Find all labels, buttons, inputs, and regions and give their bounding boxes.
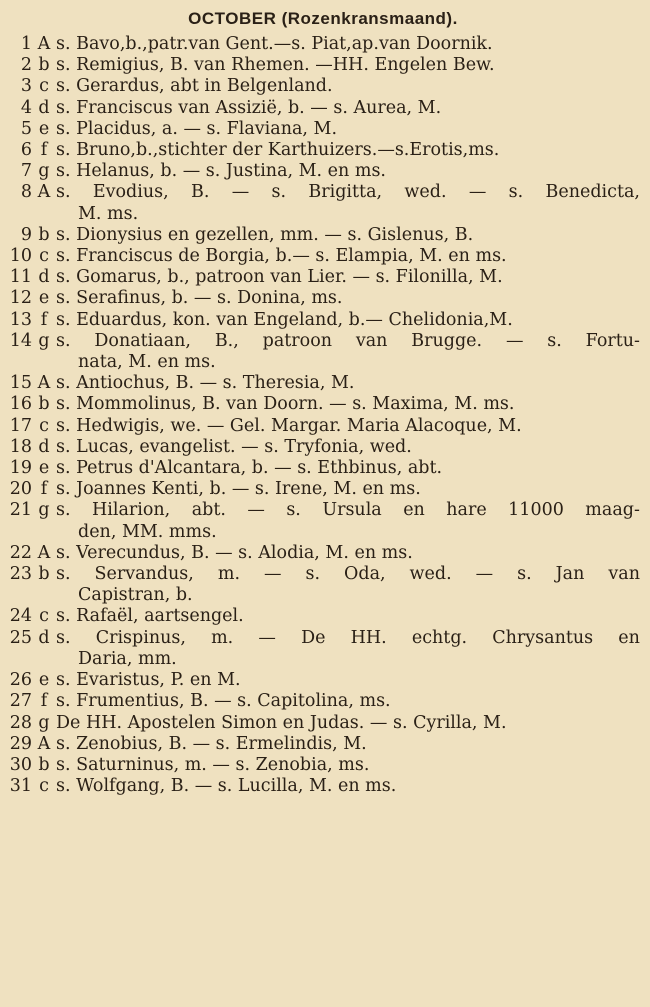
feast-line: den, MM. mms. (78, 521, 217, 542)
day-number: 3 (20, 76, 32, 97)
day-number: 26 (9, 670, 32, 691)
feast-text (56, 310, 640, 331)
feast-line: s. Wolfgang, B. — s. Lucilla, M. en ms. (56, 776, 397, 797)
day-number: 17 (9, 415, 32, 436)
feast-line: s. Hilarion, abt. — s. Ursula en hare 11000 maag- (56, 500, 640, 521)
feast-line: s. Evaristus, P. en M. (56, 670, 241, 691)
dominical-letter: c (39, 776, 49, 797)
day-number: 1 (20, 34, 32, 54)
list-item (6, 500, 640, 542)
day-number: 10 (9, 246, 32, 267)
day-number: 28 (9, 712, 32, 733)
feast-text (56, 606, 640, 627)
feast-line: s. Dionysius en gezellen, mm. — s. Gislenus, B. (56, 224, 474, 245)
list-item (6, 55, 640, 76)
list-item (6, 76, 640, 97)
list-item (6, 564, 640, 606)
feast-line: s. Gerardus, abt in Belgenland. (56, 76, 333, 97)
list-item (6, 543, 640, 564)
feast-text (56, 776, 640, 797)
feast-line: nata, M. en ms. (78, 352, 216, 373)
dominical-letter: A (37, 733, 51, 754)
feast-line: s. Gomarus, b., patroon van Lier. — s. Filonilla, M. (56, 267, 503, 288)
feast-text (56, 734, 640, 755)
feast-text (56, 670, 640, 691)
list-item (6, 394, 640, 415)
dominical-letter: b (38, 564, 50, 585)
feast-line: s. Franciscus de Borgia, b.— s. Elampia, M. en ms. (56, 246, 507, 267)
feast-line: s. Saturninus, m. — s. Zenobia, ms. (56, 754, 370, 775)
list-item (6, 182, 640, 224)
feast-text (56, 34, 640, 55)
list-item (6, 606, 640, 627)
dominical-letter: A (37, 34, 51, 54)
list-item (6, 734, 640, 755)
feast-text (56, 543, 640, 564)
feast-text (56, 225, 640, 246)
feast-line: s. Donatiaan, B., patroon van Brugge. — s. Fortu- (56, 330, 640, 351)
feast-line: s. Eduardus, kon. van Engeland, b.— Chelidonia,M. (56, 309, 513, 330)
feast-text (56, 755, 640, 776)
feast-text (56, 246, 640, 267)
feast-line: s. Servandus, m. — s. Oda, wed. — s. Jan van (56, 564, 640, 585)
feast-text (56, 691, 640, 712)
feast-text (56, 119, 640, 140)
dominical-letter: d (38, 436, 50, 457)
day-number: 18 (9, 436, 32, 457)
dominical-letter: A (37, 373, 51, 394)
dominical-letter: e (38, 118, 50, 139)
dominical-letter: e (38, 458, 50, 479)
day-number: 25 (9, 627, 32, 648)
dominical-letter: g (38, 330, 50, 351)
dominical-letter: g (38, 712, 50, 733)
day-number: 5 (20, 118, 32, 139)
feast-text (56, 394, 640, 415)
feast-text (56, 373, 640, 394)
feast-line: De HH. Apostelen Simon en Judas. — s. Cyrilla, M. (56, 712, 507, 733)
feast-line: s. Zenobius, B. — s. Ermelindis, M. (56, 733, 367, 754)
dominical-letter: b (38, 394, 50, 415)
feast-line: Daria, mm. (78, 648, 177, 669)
feast-line: s. Frumentius, B. — s. Capitolina, ms. (56, 691, 391, 712)
dominical-letter: b (38, 55, 50, 76)
day-number: 4 (20, 97, 32, 118)
day-number: 12 (9, 288, 32, 309)
feast-line: s. Bavo,b.,patr.van Gent.—s. Piat,ap.van Doornik. (56, 34, 493, 54)
feast-line: s. Evodius, B. — s. Brigitta, wed. — s. Benedicta, (56, 182, 640, 203)
feast-text (56, 140, 640, 161)
month-subtitle: (Rozenkransmaand). (281, 9, 458, 28)
day-number: 19 (9, 458, 32, 479)
feast-text (56, 500, 640, 542)
day-number: 14 (9, 330, 32, 351)
feast-text (56, 564, 640, 606)
feast-line: s. Mommolinus, B. van Doorn. — s. Maxima, M. ms. (56, 394, 515, 415)
list-item (6, 225, 640, 246)
feast-text (56, 479, 640, 500)
feast-text (56, 267, 640, 288)
list-item (6, 119, 640, 140)
day-number: 20 (9, 479, 32, 500)
list-item (6, 267, 640, 288)
feast-line: s. Petrus d'Alcantara, b. — s. Ethbinus, abt. (56, 458, 443, 479)
dominical-letter: f (40, 691, 48, 712)
dominical-letter: b (38, 224, 50, 245)
feast-line: s. Franciscus van Assizië, b. — s. Aurea, M. (56, 97, 442, 118)
dominical-letter: d (38, 97, 50, 118)
feast-text (56, 458, 640, 479)
day-number: 9 (20, 224, 32, 245)
list-item (6, 140, 640, 161)
feast-line: Capistran, b. (78, 585, 193, 606)
list-item (6, 373, 640, 394)
day-number: 16 (9, 394, 32, 415)
feast-line: s. Joannes Kenti, b. — s. Irene, M. en ms. (56, 479, 421, 500)
dominical-letter: A (37, 542, 51, 563)
list-item (6, 416, 640, 437)
dominical-letter: c (39, 76, 49, 97)
feast-line: s. Placidus, a. — s. Flaviana, M. (56, 118, 338, 139)
feast-text (56, 628, 640, 670)
list-item (6, 246, 640, 267)
feast-line: s. Hedwigis, we. — Gel. Margar. Maria Alacoque, M. (56, 415, 522, 436)
feast-line: s. Lucas, evangelist. — s. Tryfonia, wed. (56, 436, 412, 457)
dominical-letter: g (38, 500, 50, 521)
list-item (6, 713, 640, 734)
list-item (6, 437, 640, 458)
feast-text (56, 55, 640, 76)
day-number: 24 (9, 606, 32, 627)
list-item (6, 628, 640, 670)
dominical-letter: c (39, 246, 49, 267)
dominical-letter: e (38, 670, 50, 691)
feast-text (56, 288, 640, 309)
day-number: 29 (9, 733, 32, 754)
dominical-letter: c (39, 415, 49, 436)
dominical-letter: d (38, 627, 50, 648)
feast-text (56, 437, 640, 458)
day-number: 7 (20, 161, 32, 182)
feast-text (56, 331, 640, 373)
list-item (6, 458, 640, 479)
feast-line: s. Helanus, b. — s. Justina, M. en ms. (56, 161, 386, 182)
day-number: 2 (20, 55, 32, 76)
dominical-letter: g (38, 161, 50, 182)
list-item (6, 34, 640, 55)
day-number: 6 (20, 140, 32, 161)
feast-line: s. Antiochus, B. — s. Theresia, M. (56, 373, 355, 394)
feast-text (56, 98, 640, 119)
day-number: 15 (9, 373, 32, 394)
saints-day-list (6, 34, 640, 797)
feast-line: s. Rafaël, aartsengel. (56, 606, 244, 627)
dominical-letter: d (38, 267, 50, 288)
day-number: 31 (9, 776, 32, 797)
list-item (6, 670, 640, 691)
dominical-letter: e (38, 288, 50, 309)
dominical-letter: f (40, 479, 48, 500)
day-number: 8 (20, 182, 32, 203)
day-number: 22 (9, 542, 32, 563)
list-item (6, 288, 640, 309)
month-name: OCTOBER (188, 9, 277, 28)
list-item (6, 310, 640, 331)
feast-line: s. Verecundus, B. — s. Alodia, M. en ms. (56, 542, 413, 563)
feast-text (56, 416, 640, 437)
day-number: 13 (9, 309, 32, 330)
day-number: 30 (9, 754, 32, 775)
feast-text (56, 161, 640, 182)
list-item (6, 161, 640, 182)
day-number: 11 (9, 267, 32, 288)
dominical-letter: f (40, 140, 48, 161)
list-item (6, 755, 640, 776)
list-item (6, 331, 640, 373)
feast-line: s. Crispinus, m. — De HH. echtg. Chrysantus en (56, 627, 640, 648)
dominical-letter: A (37, 182, 51, 203)
feast-text (56, 713, 640, 734)
day-number: 21 (9, 500, 32, 521)
list-item (6, 98, 640, 119)
feast-line: s. Serafinus, b. — s. Donina, ms. (56, 288, 343, 309)
page-title (6, 4, 640, 34)
list-item (6, 479, 640, 500)
dominical-letter: f (40, 309, 48, 330)
feast-line: s. Bruno,b.,stichter der Karthuizers.—s.Erotis,ms. (56, 140, 500, 161)
feast-line: s. Remigius, B. van Rhemen. —HH. Engelen Bew. (56, 55, 495, 76)
dominical-letter: c (39, 606, 49, 627)
list-item (6, 776, 640, 797)
list-item (6, 691, 640, 712)
feast-text (56, 76, 640, 97)
day-number: 27 (9, 691, 32, 712)
feast-text (56, 182, 640, 224)
day-number: 23 (9, 564, 32, 585)
dominical-letter: b (38, 754, 50, 775)
feast-line: M. ms. (78, 203, 139, 224)
